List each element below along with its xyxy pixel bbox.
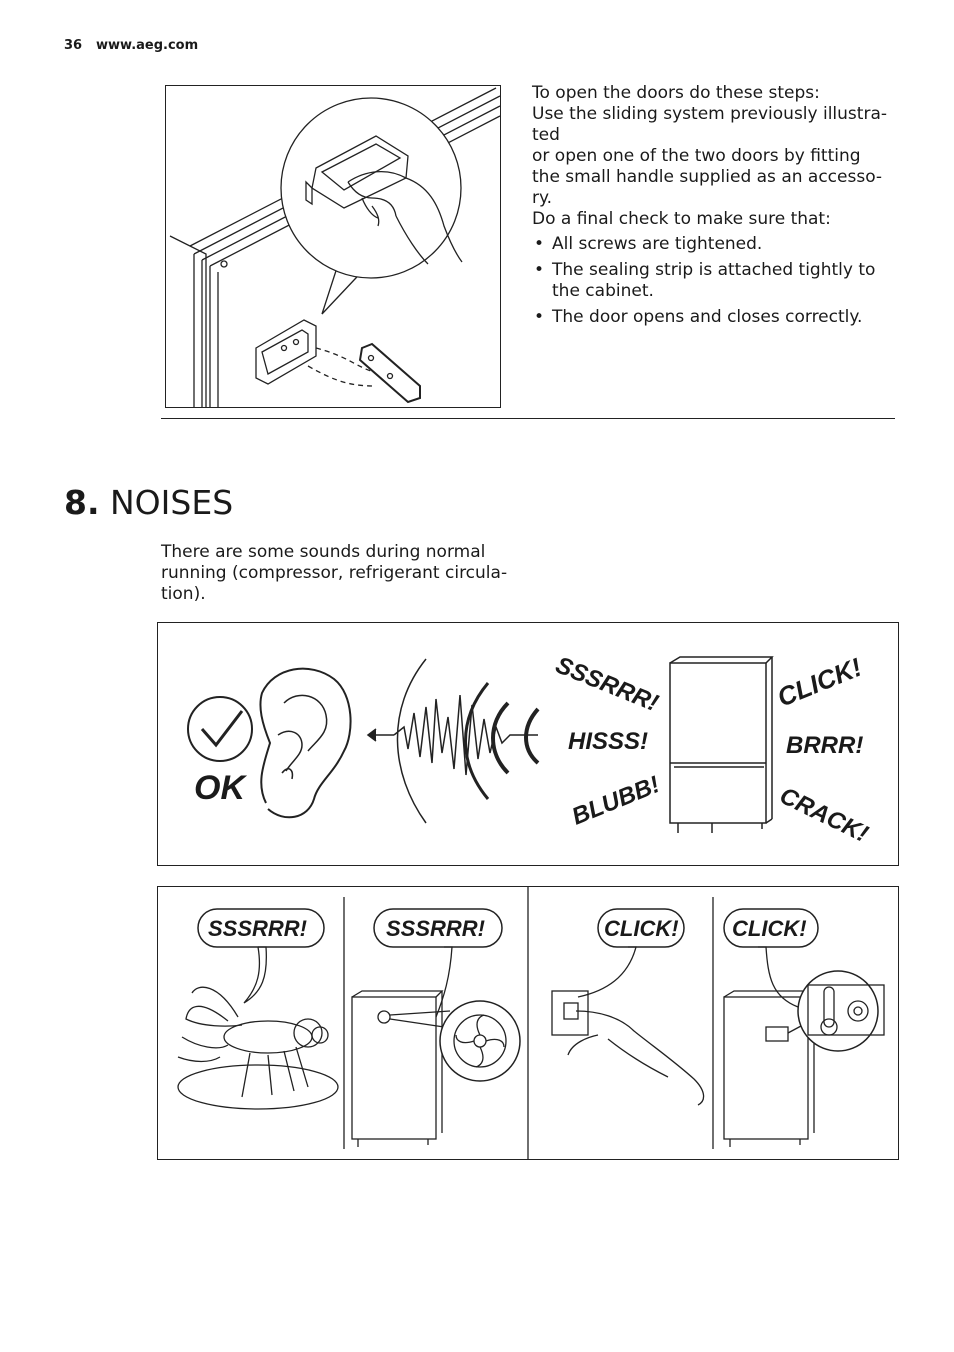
sound-word-crack: CRACK! [775,782,873,848]
section-heading [64,483,233,522]
sound-word-hisss: HISSS! [568,728,649,755]
instruction-line: Use the sliding system previously illustra-ted [532,104,887,145]
door-handle-illustration [165,85,501,408]
sound-word-brrr: BRRR! [786,732,864,759]
bubble-label: CLICK! [604,916,679,941]
section-number: 8. [64,483,100,522]
bubble-label: CLICK! [732,916,807,941]
fly-icon [178,987,338,1109]
wall-switch-icon [552,991,588,1035]
check-mark-icon [202,711,242,745]
website-link[interactable]: www.aeg.com [96,38,199,53]
ok-label: OK [194,769,245,807]
fridge-icon [670,657,772,833]
instruction-line: Do a final check to make sure that: [532,209,831,229]
section-title: NOISES [110,483,234,522]
final-check-list [532,234,892,328]
instruction-line: or open one of the two doors by fitting the small handle supplied as an accesso-ry. [532,146,883,208]
section-divider [161,418,895,419]
sound-word-click: CLICK! [773,651,866,713]
check-circle-icon [188,697,252,761]
check-item: • The sealing strip is attached tightly to the cabinet. [532,260,892,302]
check-item: • All screws are tightened. [532,234,892,255]
fan-zoom-circle [440,1001,520,1081]
instruction-line: To open the doors do these steps: [532,83,820,103]
thermostat-zoom-circle [798,971,878,1051]
door-opening-instructions [532,83,892,333]
sound-word-sssrrr: SSSRRR! [551,651,663,718]
check-item: • The door opens and closes correctly. [532,307,892,328]
noises-intro: There are some sounds during normal running (compressor, refrigerant circula-tion). [161,542,508,604]
bubble-label: SSSRRR! [208,916,308,941]
noise-sources-illustration [157,886,899,1160]
bubble-label: SSSRRR! [386,916,486,941]
normal-noises-illustration [157,622,899,866]
ear-icon [260,669,350,818]
sound-word-blubb: BLUBB! [568,771,664,831]
page-number: 36 [64,38,83,53]
